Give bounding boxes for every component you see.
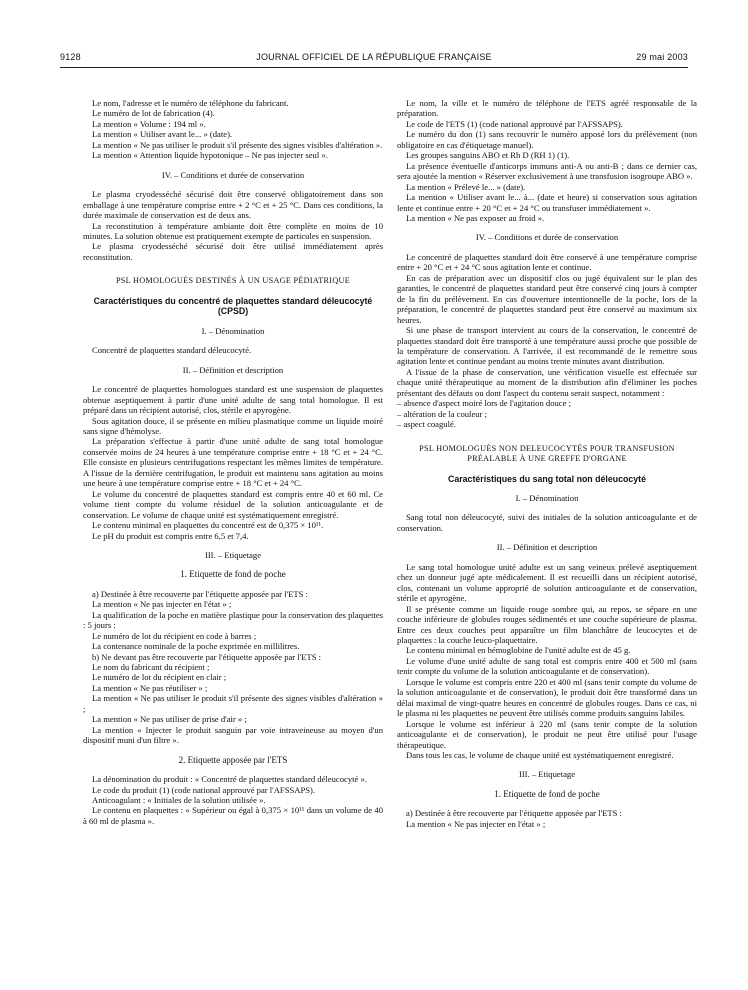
paragraph: Si une phase de transport intervient au cours de la conservation, le concentré de plaquettes standard doit être transporté à une température aussi proche que possible de la température de conservation. A l'arrivée, il est recommandé de le remettre sous agitation lente et continue pendant au moins trente minutes avant distribution.: [397, 325, 697, 367]
page-header: [60, 52, 688, 66]
paragraph: La mention « Ne pas injecter en l'état » ;: [406, 818, 546, 829]
header-rule: [60, 67, 688, 68]
paragraph: Lorsque le volume est inférieur à 220 ml (sans tenir compte de la solution anticoagulante et de conservation), le produit ne peut être utilisé pour l'usage thérapeutique.: [397, 718, 697, 750]
paragraph: Le numéro de lot du récipient en code à barres ;: [92, 630, 257, 641]
psl-heading: PSL HOMOLOGUÉS DESTINÉS À UN USAGE PÉDIATRIQUE: [115, 276, 351, 286]
page-number: 9128: [60, 52, 81, 62]
paragraph: La mention « Ne pas utiliser le produit s'il présente des signes visibles d'altération ».: [92, 139, 383, 150]
paragraph: Anticoagulant : « Initiales de la solution utilisée ».: [92, 795, 266, 806]
paragraph: La reconstitution à température ambiante doit être complète en moins de 10 minutes. La solution obtenue est pratiquement exempte de particules en suspension.: [83, 220, 383, 241]
paragraph: Le code du produit (1) (code national approuvé par l'AFSSAPS).: [92, 784, 316, 795]
section-heading: II. – Définition et description: [182, 364, 284, 375]
paragraph: La mention « Utiliser avant le... à... (date et heure) si conservation sous agitation lente et continue entre + 20 °C et + 24 °C ou transfuser immédiatement ».: [397, 192, 697, 213]
paragraph: Le concentré de plaquettes homologues standard est une suspension de plaquettes obtenue aseptiquement à partir d'une unité adulte de sang total homologue. Il est préparé dans un récipient autorisé, clos, stérile et apyrogène.: [83, 384, 383, 416]
paragraph: En cas de préparation avec un dispositif clos ou jugé équivalent sur le plan des garanties, le concentré de plaquettes standard peut être conservé cinq jours à compter de la fin du prélèvement. En cas d'ouverture intentionnelle de la poche, lors de la préparation, le concentré de plaquettes standard peut être conservé au maximum six heures.: [397, 272, 697, 325]
paragraph: Le nom, la ville et le numéro de téléphone de l'ETS agréé responsable de la préparation.: [397, 98, 697, 119]
section-heading: III. – Etiquetage: [518, 769, 576, 780]
paragraph: La mention « Ne pas réutiliser » ;: [92, 682, 208, 693]
paragraph: La mention « Ne pas injecter en l'état » ;: [92, 599, 232, 610]
paragraph: Le sang total homologue unité adulte est un sang veineux prélevé aseptiquement chez un donneur jugé apte médicalement. Il est recueilli dans un récipient autorisé, clos, contenant un volume approprié de solution anticoagulante et de conservation, stérile et apyrogène.: [397, 561, 697, 604]
paragraph: Lorsque le volume est compris entre 220 et 400 ml (sans tenir compte du volume de la solution anticoagulante et de conservation), le produit doit être transformé dans un délai maximal de vingt-quatre heures en concentré de globules rouges. Dans ce cas, ni le plasma ni les plaquettes ne peuvent être utilisés comme produits sanguins labiles.: [397, 676, 697, 719]
paragraph: Les groupes sanguins ABO et Rh D (RH 1) (1).: [406, 150, 570, 161]
list-item: – absence d'aspect moiré lors de l'agitation douce ;: [397, 398, 571, 409]
issue-date: 29 mai 2003: [636, 52, 688, 62]
subsection-heading: 1. Etiquette de fond de poche: [494, 788, 600, 799]
paragraph: Concentré de plaquettes standard déleucocyté.: [92, 345, 252, 356]
paragraph: Le plasma cryodesséché sécurisé doit être utilisé immédiatement après reconstitution.: [83, 241, 383, 262]
paragraph: Le code de l'ETS (1) (code national approuvé par l'AFSSAPS).: [406, 118, 623, 129]
paragraph: La mention « Attention liquide hypotonique – Ne pas injecter seul ».: [92, 150, 328, 161]
paragraph: La mention « Injecter le produit sanguin par voie intraveineuse au moyen d'un dispositif muni d'un filtre ».: [83, 724, 383, 746]
paragraph: Le contenu minimal en hémoglobine de l'unité adulte est de 45 g.: [406, 645, 631, 656]
section-heading: II. – Définition et description: [496, 542, 598, 553]
list-item: – altération de la couleur ;: [397, 408, 487, 419]
paragraph: Dans tous les cas, le volume de chaque unité est systématiquement enregistré.: [406, 749, 674, 760]
section-heading: III. – Etiquetage: [204, 549, 262, 560]
paragraph: La mention « Prélevé le... » (date).: [406, 181, 526, 192]
paragraph: Il se présente comme un liquide rouge sombre qui, au repos, se sépare en une couche inférieure de globules rouges sédimentés et une couche supérieure de plasma. Entre ces deux couches peut apparaître un film blanchâtre de leucocytes et de plaquettes : la couche leuco-plaquettaire.: [397, 603, 697, 645]
paragraph: La mention « Ne pas utiliser le produit s'il présente des signes visibles d'altération » ;: [83, 693, 383, 714]
subsection-heading: 1. Etiquette de fond de poche: [180, 569, 286, 580]
paragraph: La mention « Volume : 194 ml ».: [92, 118, 206, 129]
paragraph: Sous agitation douce, il se présente en milieu plasmatique comme un liquide moiré sans signe d'hémolyse.: [83, 415, 383, 436]
paragraph: Le nom du fabricant du récipient ;: [92, 662, 210, 673]
section-heading: I. – Dénomination: [515, 493, 579, 503]
paragraph: Le contenu en plaquettes : « Supérieur ou égal à 0,375 × 10¹¹ dans un volume de 40 à 60 ml de plasma ».: [83, 805, 383, 826]
paragraph: Le numéro de lot de fabrication (4).: [92, 108, 215, 119]
paragraph: a) Destinée à être recouverte par l'étiquette apposée par l'ETS :: [92, 588, 308, 599]
paragraph: La contenance nominale de la poche exprimée en millilitres.: [92, 641, 300, 652]
paragraph: La dénomination du produit : « Concentré de plaquettes standard déleucocyté ».: [92, 774, 367, 785]
paragraph: A l'issue de la phase de conservation, une vérification visuelle est effectuée sur chaque unité thérapeutique au moment de la distribution afin d'éliminer les poches présentant des défauts ou dont l'aspect du contenu serait suspect, notamment :: [397, 366, 697, 398]
left-column: [83, 98, 383, 826]
subsection-heading: 2. Etiquette apposée par l'ETS: [178, 754, 288, 765]
paragraph: Le volume du concentré de plaquettes standard est compris entre 40 et 60 ml. Ce volume tient compte du volume résiduel de la solution anticoagulante et de conservation. Le volume de chaque unité est systématiquement enregistré.: [83, 488, 383, 520]
paragraph: Le plasma cryodesséché sécurisé doit être conservé obligatoirement dans son emballage à une température comprise entre + 2 °C et + 25 °C. Dans ces conditions, la durée maximale de conservation est de deux ans.: [83, 189, 383, 221]
list-item: – aspect coagulé.: [397, 419, 456, 430]
paragraph: Le numéro de lot du récipient en clair ;: [92, 672, 227, 683]
paragraph: Le pH du produit est compris entre 6,5 et 7,4.: [92, 530, 249, 541]
section-heading: I. – Dénomination: [201, 325, 265, 336]
paragraph: Le contenu minimal en plaquettes du concentré est de 0,375 × 10¹¹.: [92, 520, 324, 531]
product-heading: Caractéristiques du sang total non déleucocyté: [448, 473, 646, 484]
paragraph: Le numéro du don (1) sans recouvrir le numéro apposé lors du prélèvement (non obligatoire en cas d'étiquetage manuel).: [397, 129, 697, 150]
journal-title: JOURNAL OFFICIEL DE LA RÉPUBLIQUE FRANÇAISE: [256, 52, 492, 62]
paragraph: La préparation s'effectue à partir d'une unité adulte de sang total homologue conservée moins de 24 heures à une température comprise entre + 18 °C et + 24 °C. Elle consiste en plusieurs centrifugations respectant les mêmes limites de température. A l'issue de la dernière centrifugation, le produit est maintenu sans agitation au moins une heure à une température comprise entre + 18 °C et + 24 °C.: [83, 436, 383, 489]
paragraph: a) Destinée à être recouverte par l'étiquette apposée par l'ETS :: [406, 808, 622, 819]
section-heading: IV. – Conditions et durée de conservation: [475, 232, 619, 243]
paragraph: b) Ne devant pas être recouverte par l'étiquette apposée par l'ETS :: [92, 651, 322, 662]
section-heading: IV. – Conditions et durée de conservation: [161, 169, 305, 180]
paragraph: La qualification de la poche en matière plastique pour la conservation des plaquettes : 5 jours :: [83, 609, 383, 631]
right-column: [397, 98, 697, 829]
paragraph: La mention « Ne pas exposer au froid ».: [406, 212, 545, 223]
paragraph: Sang total non déleucocyté, suivi des initiales de la solution anticoagulante et de conservation.: [397, 512, 697, 533]
paragraph: Le concentré de plaquettes standard doit être conservé à une température comprise entre + 20 °C et + 24 °C sous agitation lente et continue.: [397, 251, 697, 273]
product-heading: Caractéristiques du concentré de plaquettes standard déleucocyté (CPSD): [93, 295, 373, 317]
paragraph: La présence éventuelle d'anticorps immuns anti-A ou anti-B ; dans ce dernier cas, sera ajoutée la mention « Réserver exclusivement à une transfusion isogroupe ABO ».: [397, 160, 697, 182]
paragraph: Le nom, l'adresse et le numéro de téléphone du fabricant.: [92, 98, 289, 108]
paragraph: La mention « Ne pas utiliser de prise d'air » ;: [92, 714, 247, 725]
paragraph: Le volume d'une unité adulte de sang total est compris entre 400 et 500 ml (sans tenir compte du volume de la solution anticoagulante et de conservation).: [397, 655, 697, 677]
psl-heading: PSL HOMOLOGUÉS NON DELEUCOCYTÉS POUR TRANSFUSION PRÉALABLE À UNE GREFFE D'ORGANE: [419, 443, 675, 464]
paragraph: La mention « Utiliser avant le... » (date).: [92, 129, 233, 140]
